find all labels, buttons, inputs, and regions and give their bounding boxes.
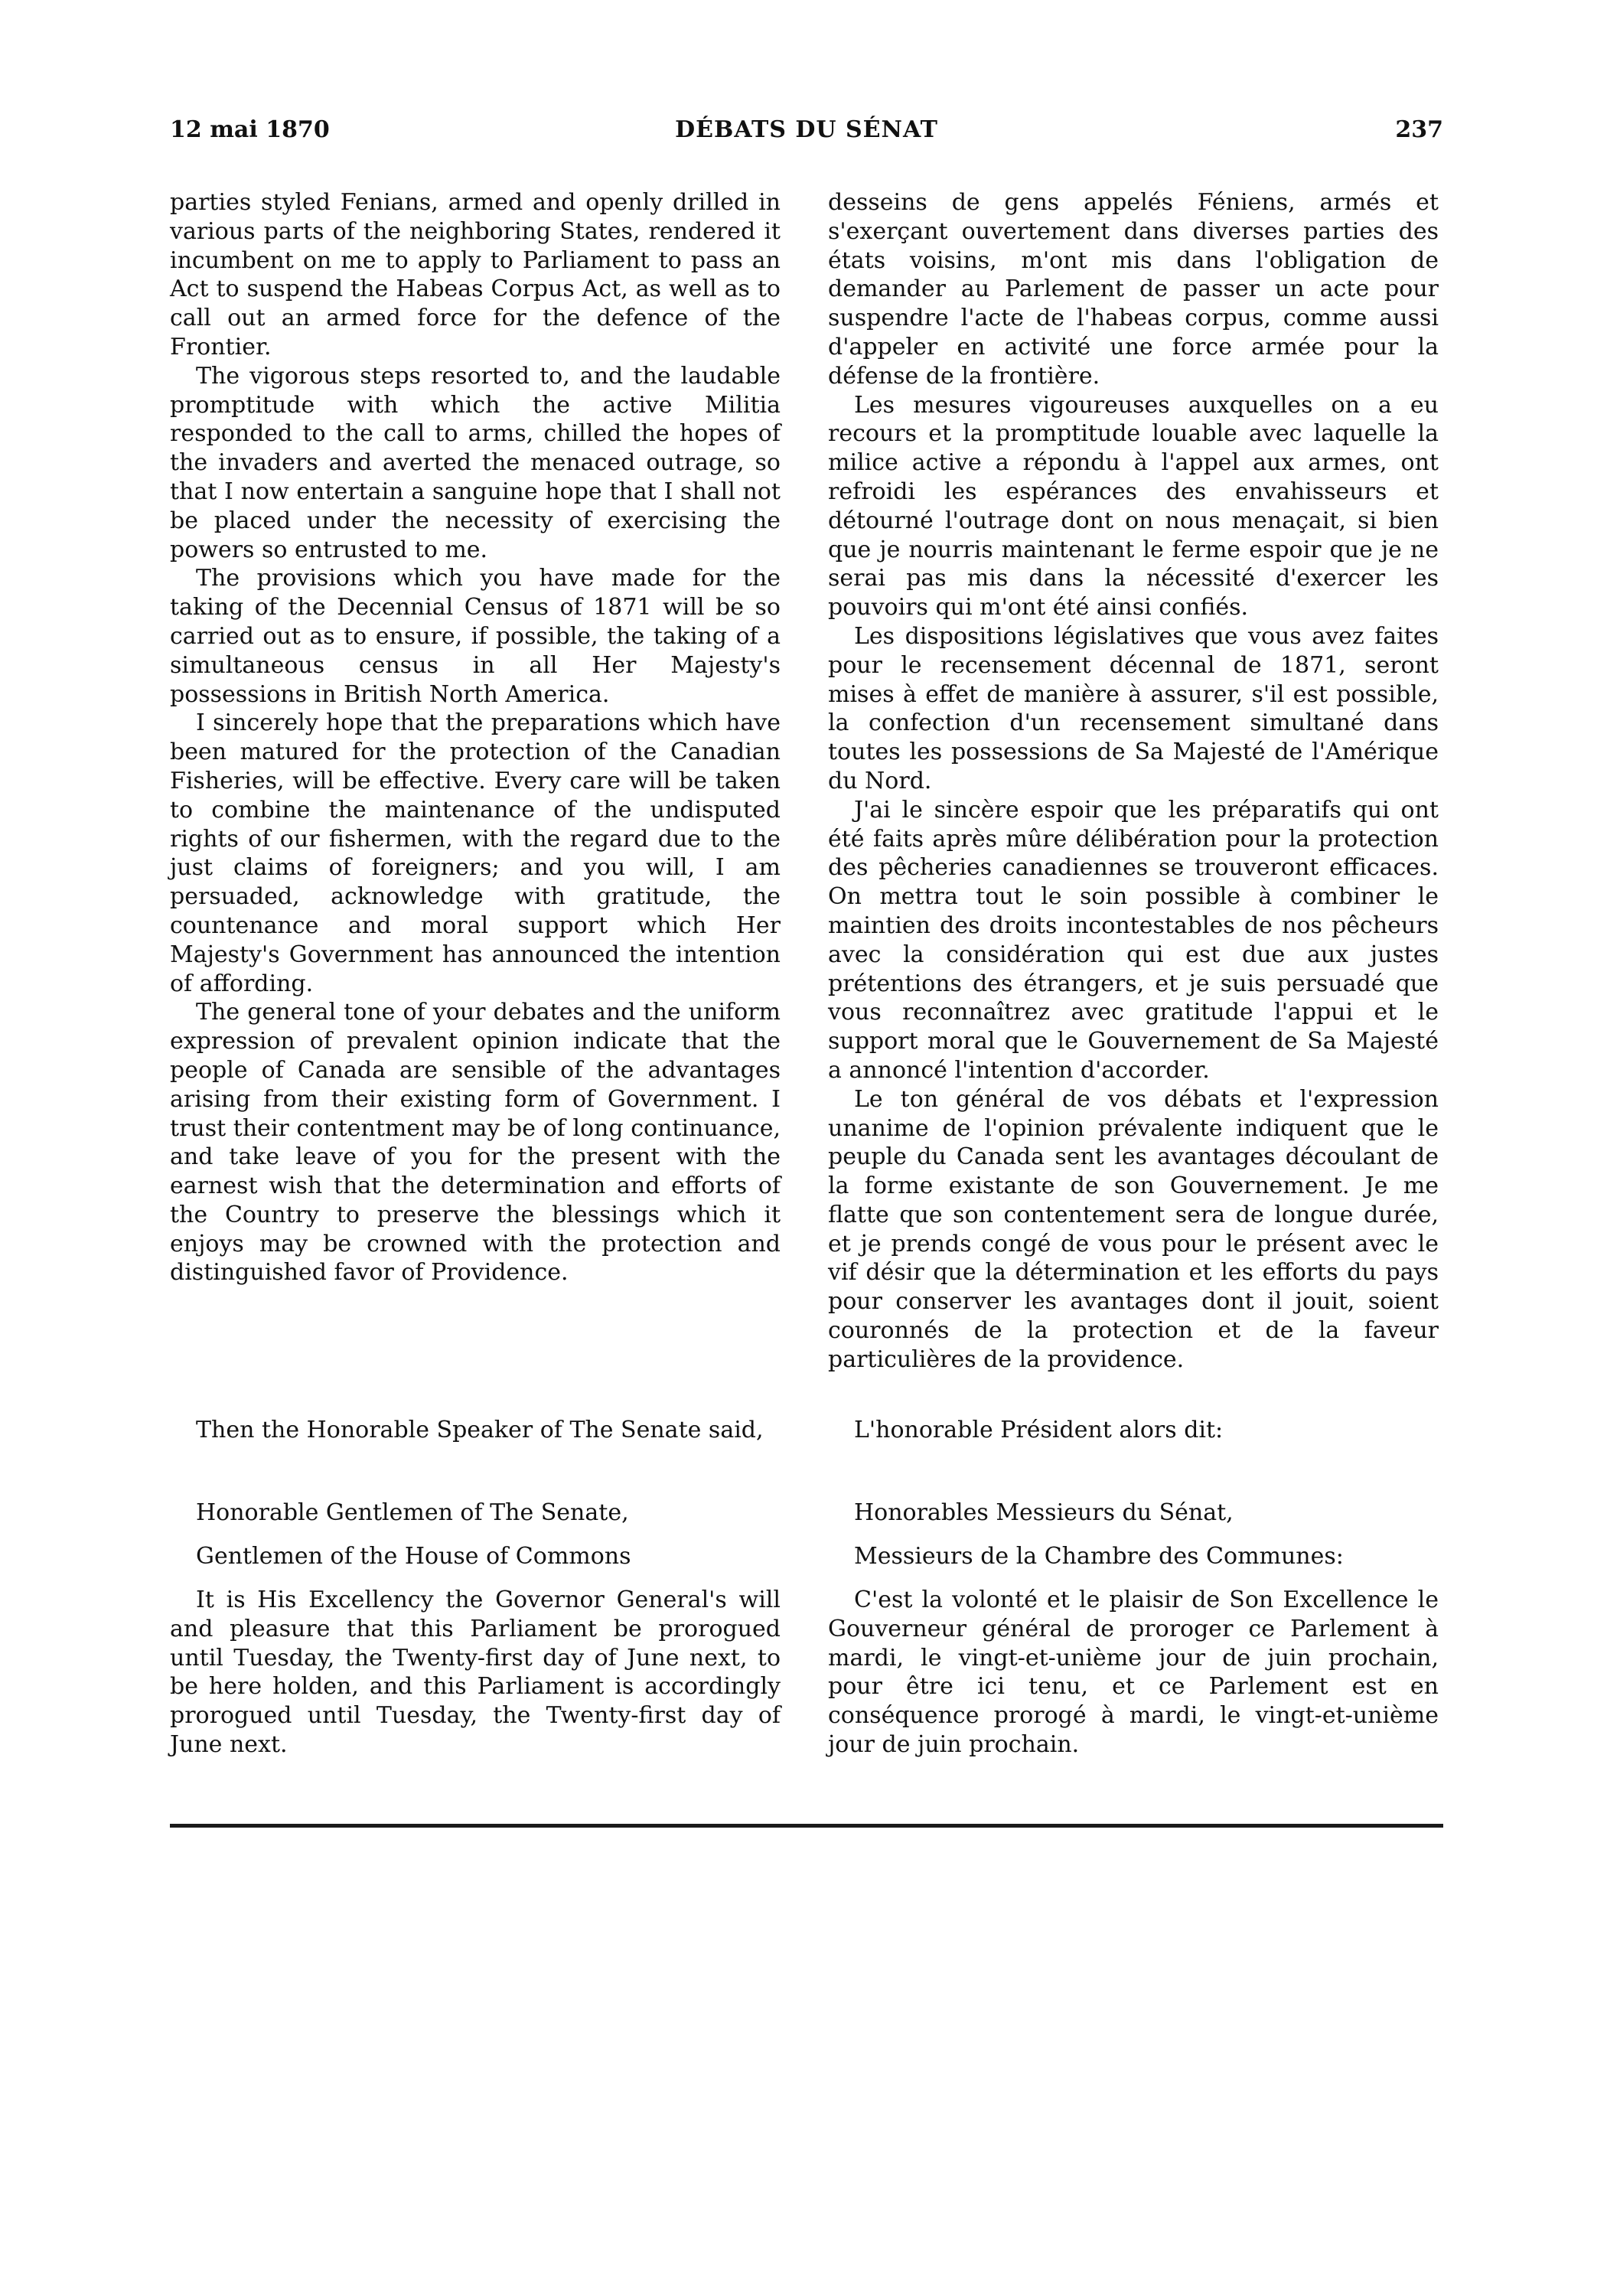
- fr-salutation-commons: Messieurs de la Chambre des Communes:: [854, 1543, 1344, 1570]
- fr-paragraph-pecheries: J'ai le sincère espoir que les préparatifs qui ont été faits après mûre délibération pour la protection des pêcheries canadiennes se trouveront efficaces. On mettra tout le soin possible à combiner le maintien des droits incontestables de nos pêcheurs avec la considération qui est due aux justes prétentions des étrangers, et je suis persuadé que vous reconnaîtrez avec gratitude l'appui et le support moral que le Gouvernement de Sa Majesté a annoncé l'intention d'accorder.: [828, 796, 1439, 1084]
- en-prorogation: It is His Excellency the Governor General's will and pleasure that this Parliament be prorogued until Tuesday, the Twenty-first day of June next, to be here holden, and this Parliament is accordingly prorogued until Tuesday, the Twenty-first day of June next.: [170, 1587, 781, 1758]
- french-column: [828, 188, 1439, 1375]
- en-salutation-senate: Honorable Gentlemen of The Senate,: [196, 1499, 629, 1526]
- fr-paragraph-recensement: Les dispositions législatives que vous avez faites pour le recensement décennal de 1871, seront mises à effet de manière à assurer, s'il est possible, la confection d'un recensement simultané dans toutes les possessions de Sa Majesté de l'Amérique du Nord.: [828, 622, 1439, 794]
- en-speaker-intro: Then the Honorable Speaker of The Senate said,: [196, 1417, 764, 1443]
- en-paragraph-fenians: parties styled Fenians, armed and openly drilled in various parts of the neighboring States, rendered it incumbent on me to apply to Parliament to pass an Act to suspend the Habeas Corpus Act, as well as to call out an armed force for the defence of the Frontier.: [170, 189, 781, 360]
- english-column: [170, 188, 781, 1287]
- closing-rule: [170, 1824, 1443, 1828]
- page-number: 237: [1395, 116, 1443, 143]
- fr-salutation-senate: Honorables Messieurs du Sénat,: [854, 1499, 1234, 1526]
- en-salutation-commons: Gentlemen of the House of Commons: [196, 1543, 631, 1570]
- fr-speaker-intro: L'honorable Président alors dit:: [854, 1417, 1224, 1443]
- header-date: 12 mai 1870: [170, 116, 330, 143]
- fr-paragraph-milice: Les mesures vigoureuses auxquelles on a eu recours et la promptitude louable avec laquelle la milice active a répondu à l'appel aux armes, ont refroidi les espérances des envahisseurs et détourné l'outrage dont on nous menaçait, si bien que je nourris maintenant le ferme espoir que je ne serai pas mis dans la nécessité d'exercer les pouvoirs qui m'ont été ainsi confiés.: [828, 391, 1439, 621]
- fr-paragraph-cloture: Le ton général de vos débats et l'expression unanime de l'opinion prévalente indiquent que le peuple du Canada sent les avantages découlant de la forme existante de son Gouvernement. Je me flatte que son contentement sera de longue durée, et je prends congé de vous pour le présent avec le vif désir que la détermination et les efforts du pays pour conserver les avantages dont il jouit, soient couronnés de la protection et de la faveur particulières de la providence.: [828, 1085, 1439, 1373]
- en-paragraph-fisheries: I sincerely hope that the preparations which have been matured for the protection of the Canadian Fisheries, will be effective. Every care will be taken to combine the maintenance of the undisputed rights of our fishermen, with the regard due to the just claims of foreigners; and you will, I am persuaded, acknowledge with gratitude, the countenance and moral support which Her Majesty's Government has announced the intention of affording.: [170, 709, 781, 997]
- fr-paragraph-feniens: desseins de gens appelés Féniens, armés et s'exerçant ouvertement dans diverses parties des états voisins, m'ont mis dans l'obligation de demander au Parlement de passer un acte pour suspendre l'acte de l'habeas corpus, comme aussi d'appeler en activité une force armée pour la défense de la frontière.: [828, 189, 1439, 390]
- page-header: [170, 116, 1443, 150]
- en-paragraph-closing: The general tone of your debates and the uniform expression of prevalent opinion indicate that the people of Canada are sensible of the advantages arising from their existing form of Government. I trust their contentment may be of long continuance, and take leave of you for the present with the earnest wish that the determination and efforts of the Country to preserve the blessings which it enjoys may be crowned with the protection and distinguished favor of Providence.: [170, 999, 781, 1287]
- en-paragraph-militia: The vigorous steps resorted to, and the laudable promptitude with which the active Militia responded to the call to arms, chilled the hopes of the invaders and averted the menaced outrage, so that I now entertain a sanguine hope that I shall not be placed under the necessity of exercising the powers so entrusted to me.: [170, 362, 781, 563]
- fr-prorogation: C'est la volonté et le plaisir de Son Excellence le Gouverneur général de proroger ce Parlement à mardi, le vingt-et-unième jour de juin prochain, pour être ici tenu, et ce Parlement est en conséquence prorogé à mardi, le vingt-et-unième jour de juin prochain.: [828, 1587, 1439, 1758]
- header-title: DÉBATS DU SÉNAT: [675, 116, 938, 143]
- en-paragraph-census: The provisions which you have made for the taking of the Decennial Census of 1871 will be so carried out as to ensure, if possible, the taking of a simultaneous census in all Her Majesty's possessions in British North America.: [170, 565, 781, 708]
